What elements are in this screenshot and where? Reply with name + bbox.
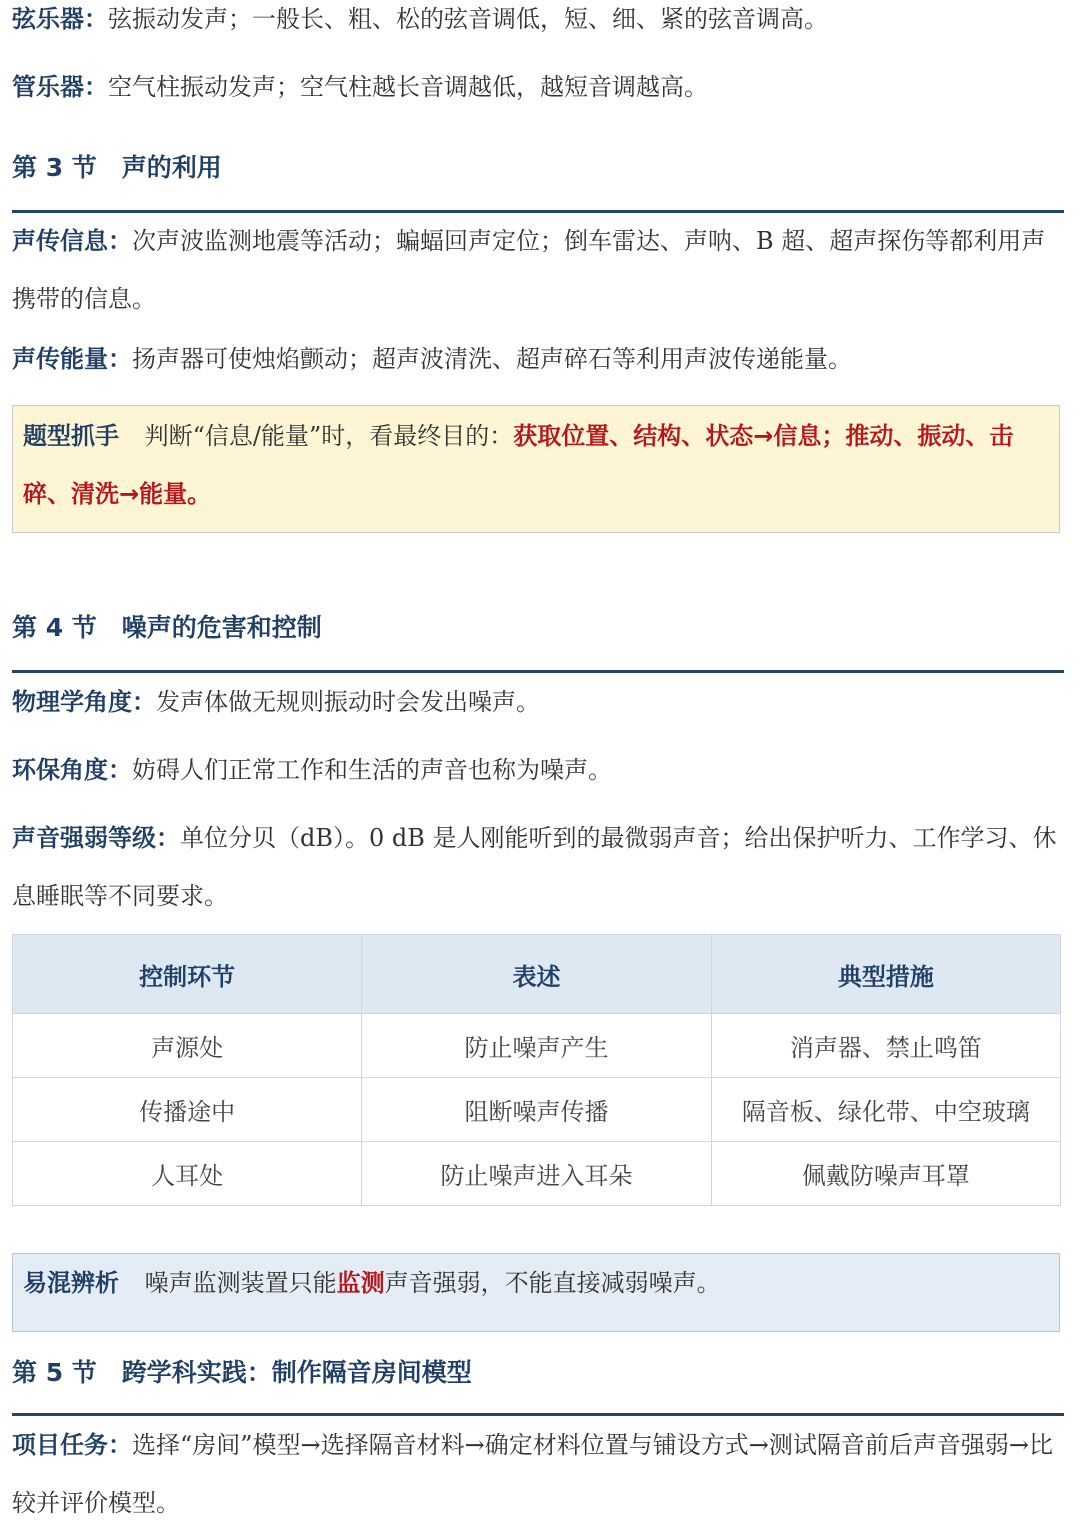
term-text: 弦振动发声；一般长、粗、松的弦音调低，短、细、紧的弦音调高。 [108,5,828,33]
term-label: 声传能量 [12,345,108,373]
table-cell: 防止噪声产生 [362,1014,711,1078]
note-content [23,1254,1049,1312]
colon: ： [108,345,132,373]
tip-text: 判断“信息/能量”时，看最终目的： [144,422,514,450]
sound-info-paragraph [12,212,1064,328]
table-header-cell: 控制环节 [13,935,362,1014]
term-text: 选择“房间”模型→选择隔音材料→确定材料位置与铺设方式→测试隔音前后声音强弱→比较并评价模型。 [12,1431,1053,1517]
term-text: 妨碍人们正常工作和生活的声音也称为噪声。 [132,756,612,784]
sound-energy-paragraph [12,330,1064,388]
term-text: 次声波监测地震等活动；蝙蝠回声定位；倒车雷达、声呐、B 超、超声探伤等都利用声携带的信息。 [12,227,1046,313]
colon: ： [132,688,156,716]
colon: ： [108,227,132,255]
term-text: 扬声器可使烛焰颤动；超声波清洗、超声碎石等利用声波传递能量。 [132,345,852,373]
project-task-paragraph [12,1416,1064,1532]
section-4-title: 第 4 节 噪声的危害和控制 [12,613,322,642]
sound-level-paragraph [12,809,1064,925]
term-label: 项目任务 [12,1431,108,1459]
tip-highlight: 获取位置、结构、状态→信息；推动、振动、击碎、清洗→能量。 [23,422,1014,508]
table-row [13,1142,1061,1206]
note-highlight: 监测 [336,1269,385,1297]
table-cell: 传播途中 [13,1078,362,1142]
table-cell: 佩戴防噪声耳罩 [711,1142,1060,1206]
term-text: 单位分贝（dB）。0 dB 是人刚能听到的最微弱声音；给出保护听力、工作学习、休息睡眠等不同要求。 [12,824,1057,910]
section-5-title: 第 5 节 跨学科实践：制作隔音房间模型 [12,1358,472,1387]
environment-view-line [12,741,1064,799]
table-header-row [13,935,1061,1014]
term-label: 声音强弱等级 [12,824,156,852]
section-3-title: 第 3 节 声的利用 [12,153,222,182]
note-text-before: 噪声监测装置只能 [144,1269,337,1297]
note-text-after: 声音强弱，不能直接减弱噪声。 [384,1269,721,1297]
table-cell: 人耳处 [13,1142,362,1206]
term-text: 发声体做无规则振动时会发出噪声。 [156,688,540,716]
table-row [13,1014,1061,1078]
term-label: 管乐器 [12,73,84,101]
table-header-cell: 典型措施 [711,935,1060,1014]
term-label: 声传信息 [12,227,108,255]
noise-control-table [12,934,1061,1206]
colon: ： [84,5,108,33]
table-cell: 隔音板、绿化带、中空玻璃 [711,1078,1060,1142]
term-label: 环保角度 [12,756,108,784]
note-label: 易混辨析 [23,1269,119,1297]
term-label: 物理学角度 [12,688,132,716]
colon: ： [156,824,180,852]
physics-view-line [12,673,1064,731]
table-cell: 防止噪声进入耳朵 [362,1142,711,1206]
table-cell: 消声器、禁止鸣笛 [711,1014,1060,1078]
colon: ： [108,756,132,784]
wind-instrument-line [12,58,1064,116]
note-box [12,1253,1060,1332]
tip-label: 题型抓手 [23,422,119,450]
tip-content [23,407,1049,523]
table-header-cell: 表述 [362,935,711,1014]
string-instrument-line [12,0,1064,48]
term-label: 弦乐器 [12,5,84,33]
term-text: 空气柱振动发声；空气柱越长音调越低，越短音调越高。 [108,73,708,101]
table-row [13,1078,1061,1142]
table-cell: 阻断噪声传播 [362,1078,711,1142]
tip-box [12,405,1060,533]
colon: ： [108,1431,132,1459]
colon: ： [84,73,108,101]
table-cell: 声源处 [13,1014,362,1078]
